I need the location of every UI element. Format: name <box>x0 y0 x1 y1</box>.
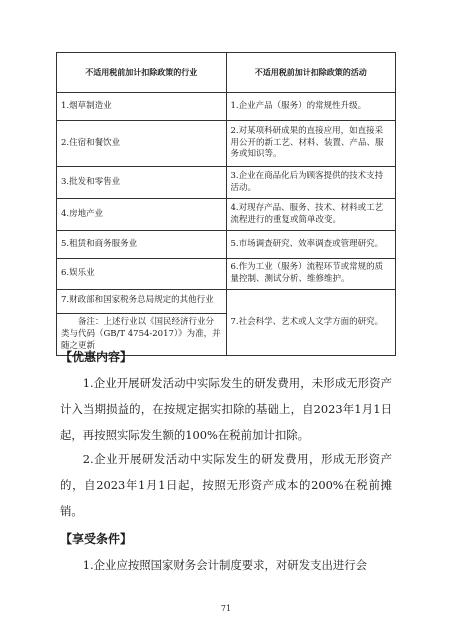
benefits-paragraph-2: 2.企业开展研发活动中实际发生的研发费用，形成无形资产的，自2023年1月1日起，按照无形资产成本的200%在税前摊销。 <box>60 452 392 518</box>
industry-cell: 1.烟草制造业 <box>57 93 227 121</box>
industry-cell: 7.财政部和国家税务总局规定的其他行业 <box>57 289 227 313</box>
policy-exclusion-table <box>56 52 396 356</box>
activity-cell: 7.社会科学、艺术或人文学方面的研究。 <box>226 289 396 356</box>
benefits-paragraph-1: 1.企业开展研发活动中实际发生的研发费用，未形成无形资产计入当期损益的，在按规定据实扣除的基础上，自2023年1月1日起，再按照实际发生额的100%在税前加计扣除。 <box>60 376 392 442</box>
header-activity: 不适用税前加计扣除政策的活动 <box>226 53 396 93</box>
industry-cell: 5.租赁和商务服务业 <box>57 231 227 259</box>
industry-cell: 3.批发和零售业 <box>57 167 227 199</box>
table-row <box>57 121 396 167</box>
industry-cell: 4.房地产业 <box>57 199 227 231</box>
table-row <box>57 289 396 313</box>
table-header-row <box>57 53 396 93</box>
activity-cell: 1.企业产品（服务）的常规性升级。 <box>226 93 396 121</box>
activity-cell: 6.作为工业（服务）流程环节或常规的质量控制、测试分析、维修维护。 <box>226 259 396 290</box>
header-industry: 不适用税前加计扣除政策的行业 <box>57 53 227 93</box>
table-row <box>57 259 396 290</box>
benefits-heading: 【优惠内容】 <box>60 350 133 364</box>
page-number: 71 <box>220 604 232 613</box>
table-row <box>57 93 396 121</box>
table-row <box>57 167 396 199</box>
industry-cell: 6.娱乐业 <box>57 259 227 290</box>
table-row <box>57 199 396 231</box>
activity-cell: 5.市场调查研究、效率调查或管理研究。 <box>226 231 396 259</box>
activity-cell: 4.对现存产品、服务、技术、材料或工艺流程进行的重复或简单改变。 <box>226 199 396 231</box>
table-row <box>57 231 396 259</box>
activity-cell: 3.企业在商品化后为顾客提供的技术支持活动。 <box>226 167 396 199</box>
conditions-heading: 【享受条件】 <box>60 532 133 546</box>
activity-cell: 2.对某项科研成果的直接应用，如直接采用公开的新工艺、材料、装置、产品、服务或知识等。 <box>226 121 396 167</box>
table-note: 备注：上述行业以《国民经济行业分类与代码（GB/T 4754-2017）》为准，并随之更新 <box>61 316 221 351</box>
conditions-paragraph-1: 1.企业应按照国家财务会计制度要求，对研发支出进行会 <box>82 558 368 572</box>
industry-cell: 2.住宿和餐饮业 <box>57 121 227 167</box>
